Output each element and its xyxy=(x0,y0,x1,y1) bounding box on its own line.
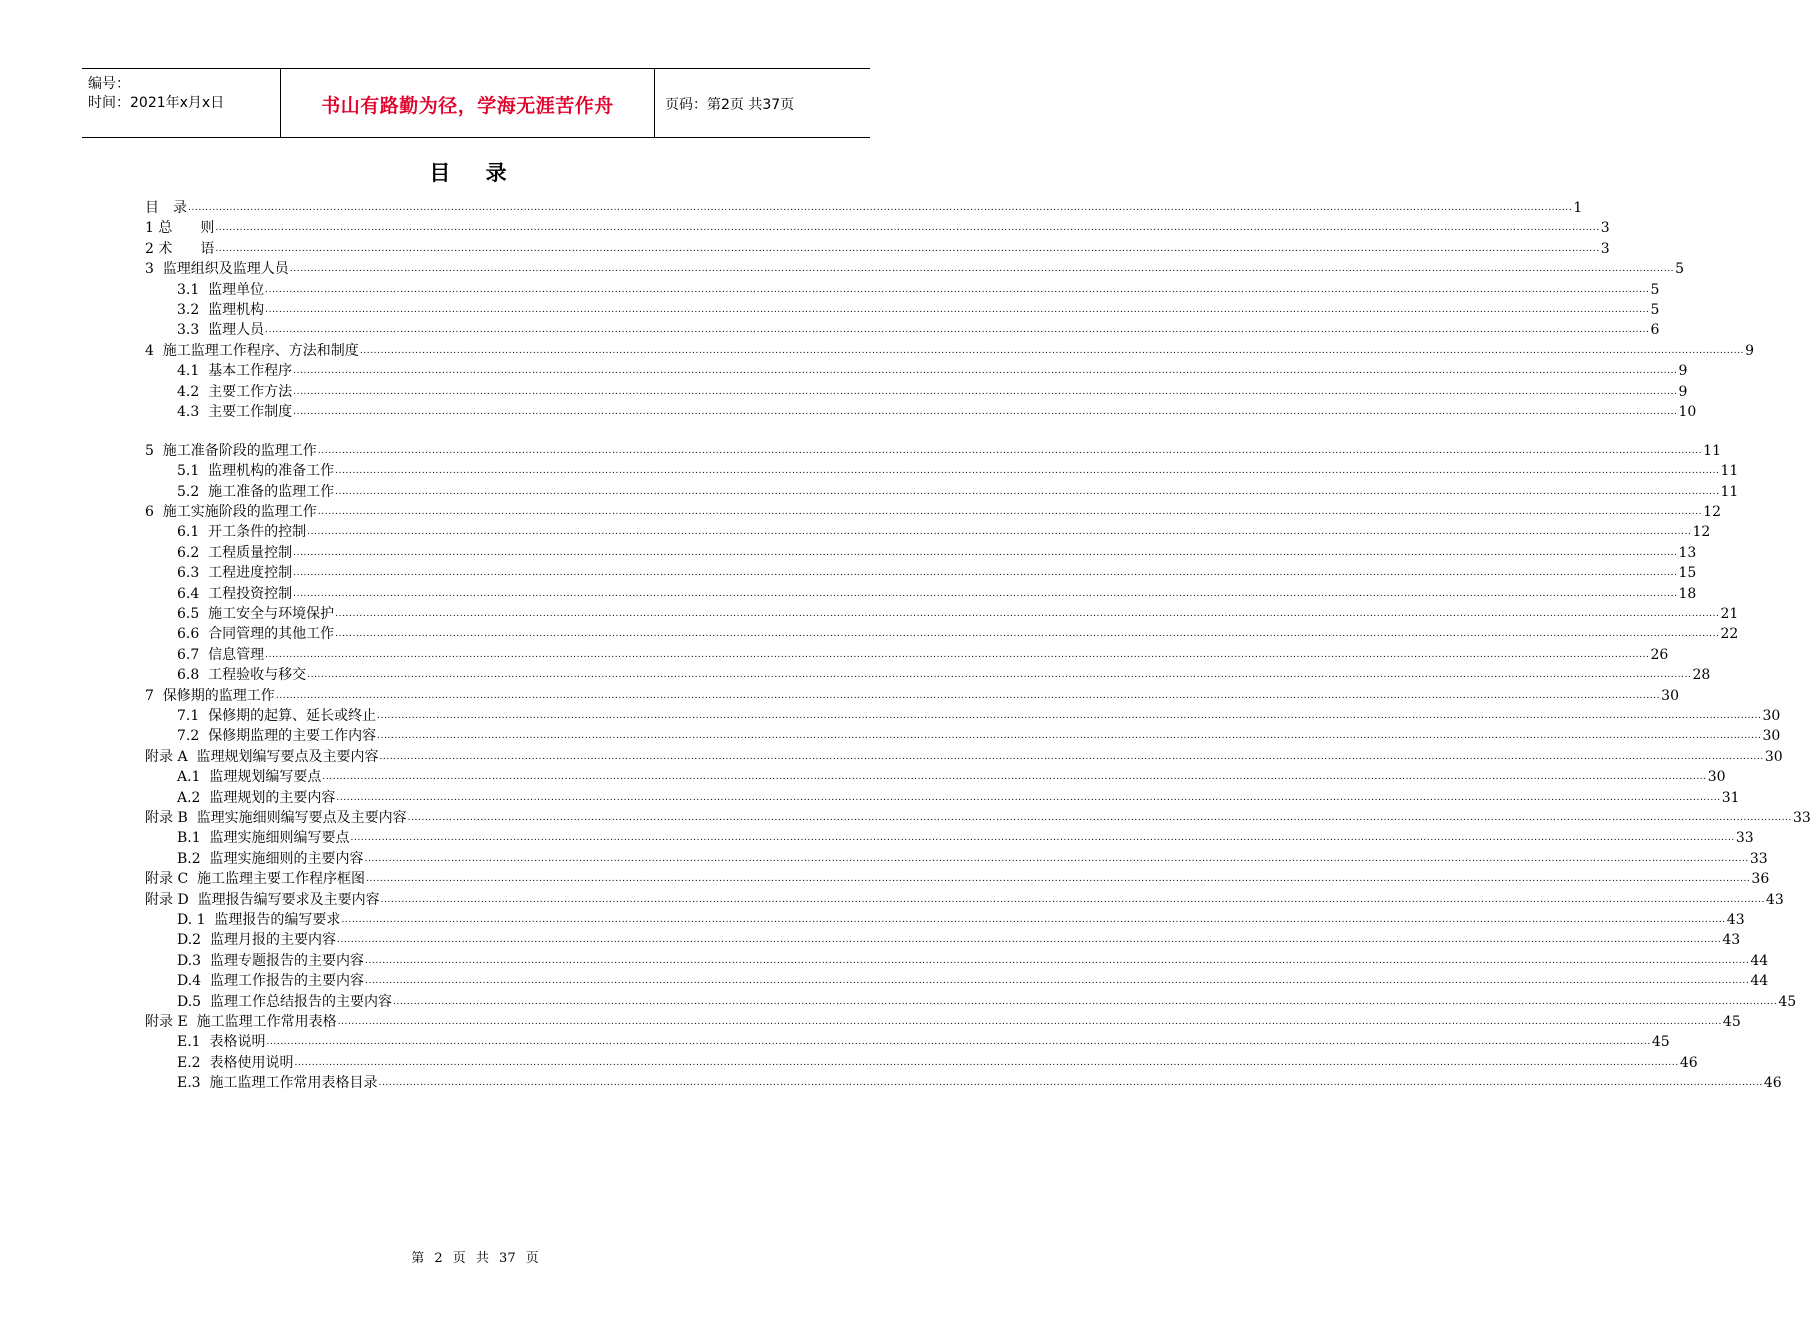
toc-entry[interactable] xyxy=(177,705,1781,725)
toc-entry-label: 6.8 工程验收与移交 xyxy=(177,667,307,684)
toc-entry-page-number: 21 xyxy=(1720,606,1739,622)
toc-entry-page-number: 45 xyxy=(1722,1014,1741,1030)
toc-entry-page-number: 43 xyxy=(1722,932,1741,949)
toc-entry-page-number: 5 xyxy=(1650,281,1660,298)
toc-dot-leader: ................................................................................................................................................................................................................................................................................................................................................................................................................ xyxy=(366,874,1751,885)
toc-entry-label: 7.1 保修期的起算、延长或终止 xyxy=(177,708,377,724)
toc-entry-page-number: 28 xyxy=(1692,667,1711,684)
toc-entry[interactable] xyxy=(177,583,1697,603)
toc-dot-leader: ................................................................................................................................................................................................................................................................................................................................................................................................................ xyxy=(293,588,1678,599)
toc-entry-page-number: 36 xyxy=(1751,871,1770,888)
toc-dot-leader: ................................................................................................................................................................................................................................................................................................................................................................................................................ xyxy=(379,751,1764,762)
toc-entry-page-number: 3 xyxy=(1600,220,1610,237)
toc-dot-leader: ................................................................................................................................................................................................................................................................................................................................................................................................................ xyxy=(364,955,1750,966)
toc-dot-leader: ................................................................................................................................................................................................................................................................................................................................................................................................................ xyxy=(265,284,1650,295)
toc-entry-label: 7.2 保修期监理的主要工作内容 xyxy=(177,728,377,745)
toc-entry[interactable] xyxy=(177,401,1697,421)
toc-entry-label: 6.1 开工条件的控制 xyxy=(177,524,307,541)
toc-entry-label: B.2 监理实施细则的主要内容 xyxy=(177,850,364,867)
toc-entry[interactable] xyxy=(145,258,1685,278)
toc-entry-page-number: 9 xyxy=(1678,363,1688,380)
toc-dot-leader: ................................................................................................................................................................................................................................................................................................................................................................................................................ xyxy=(293,568,1678,579)
toc-entry-page-number: 5 xyxy=(1675,261,1685,278)
toc-entry[interactable] xyxy=(177,1072,1782,1092)
toc-entry[interactable] xyxy=(177,542,1697,562)
toc-dot-leader: ................................................................................................................................................................................................................................................................................................................................................................................................................ xyxy=(359,345,1745,356)
toc-entry-label: 6.2 工程质量控制 xyxy=(177,544,293,561)
toc-entry-label: 5.1 监理机构的准备工作 xyxy=(177,463,335,480)
toc-entry-label: E.2 表格使用说明 xyxy=(177,1054,294,1071)
toc-dot-leader: ................................................................................................................................................................................................................................................................................................................................................................................................................ xyxy=(265,649,1650,660)
toc-dot-leader: ................................................................................................................................................................................................................................................................................................................................................................................................................ xyxy=(335,629,1720,640)
toc-entry[interactable] xyxy=(177,725,1781,745)
toc-dot-leader: ................................................................................................................................................................................................................................................................................................................................................................................................................ xyxy=(377,731,1762,742)
toc-entry-page-number: 44 xyxy=(1750,952,1769,969)
toc-entry[interactable] xyxy=(145,238,1610,258)
toc-entry-page-number: 43 xyxy=(1726,912,1745,928)
toc-dot-leader: ................................................................................................................................................................................................................................................................................................................................................................................................................ xyxy=(293,366,1678,377)
toc-entry-label: 附录 E 施工监理工作常用表格 xyxy=(145,1014,337,1030)
toc-entry[interactable] xyxy=(145,440,1721,460)
toc-dot-leader: ................................................................................................................................................................................................................................................................................................................................................................................................................ xyxy=(364,976,1750,987)
toc-dot-leader: ................................................................................................................................................................................................................................................................................................................................................................................................................ xyxy=(335,486,1720,497)
toc-entry-page-number: 31 xyxy=(1721,789,1740,806)
toc-dot-leader: ................................................................................................................................................................................................................................................................................................................................................................................................................ xyxy=(293,547,1678,558)
toc-entry-page-number: 15 xyxy=(1678,565,1697,582)
toc-entry-page-number: 30 xyxy=(1707,769,1726,786)
toc-entry[interactable] xyxy=(177,991,1797,1011)
toc-entry-page-number: 26 xyxy=(1650,646,1669,663)
toc-entry-page-number: 12 xyxy=(1703,504,1721,520)
toc-dot-leader: ................................................................................................................................................................................................................................................................................................................................................................................................................ xyxy=(337,1017,1722,1027)
toc-entry-page-number: 33 xyxy=(1749,850,1768,867)
toc-entry-label: D. 1 监理报告的编写要求 xyxy=(177,912,341,928)
toc-entry[interactable] xyxy=(177,562,1697,582)
toc-entry[interactable] xyxy=(145,746,1783,766)
toc-entry[interactable] xyxy=(145,501,1721,521)
toc-dot-leader: ................................................................................................................................................................................................................................................................................................................................................................................................................ xyxy=(350,833,1735,844)
toc-entry-label: 7 保修期的监理工作 xyxy=(145,687,275,704)
toc-entry[interactable] xyxy=(177,1031,1670,1051)
toc-dot-leader: ................................................................................................................................................................................................................................................................................................................................................................................................................ xyxy=(215,223,1600,234)
toc-dot-leader: ................................................................................................................................................................................................................................................................................................................................................................................................................ xyxy=(335,466,1720,477)
toc-dot-leader: ................................................................................................................................................................................................................................................................................................................................................................................................................ xyxy=(317,507,1703,517)
toc-entry-page-number: 46 xyxy=(1763,1075,1782,1092)
toc-entry-label: 1 总 则 xyxy=(145,220,215,237)
toc-entry[interactable] xyxy=(177,481,1739,501)
toc-entry-label: 4.1 基本工作程序 xyxy=(177,363,293,380)
toc-dot-leader: ................................................................................................................................................................................................................................................................................................................................................................................................................ xyxy=(392,996,1778,1007)
toc-entry-label: 6.4 工程投资控制 xyxy=(177,585,293,602)
toc-dot-leader: ................................................................................................................................................................................................................................................................................................................................................................................................................ xyxy=(336,935,1722,946)
toc-entry[interactable] xyxy=(145,217,1610,237)
toc-entry[interactable] xyxy=(177,279,1660,299)
toc-entry-page-number: 11 xyxy=(1720,483,1739,500)
toc-title: 目 录 xyxy=(429,161,521,185)
toc-entry[interactable] xyxy=(177,299,1660,319)
header-page-info: 页码：第2页 共37页 xyxy=(665,97,795,113)
toc-entry[interactable] xyxy=(177,360,1688,380)
toc-entry-page-number: 46 xyxy=(1679,1054,1698,1071)
toc-entry-page-number: 43 xyxy=(1765,891,1784,908)
toc-entry[interactable] xyxy=(177,460,1739,480)
toc-dot-leader: ................................................................................................................................................................................................................................................................................................................................................................................................................ xyxy=(188,203,1573,213)
toc-dot-leader: ................................................................................................................................................................................................................................................................................................................................................................................................................ xyxy=(293,407,1678,417)
toc-entry[interactable] xyxy=(145,889,1784,909)
toc-dot-leader: ................................................................................................................................................................................................................................................................................................................................................................................................................ xyxy=(380,894,1765,905)
toc-entry-page-number: 3 xyxy=(1600,240,1610,257)
toc-entry[interactable] xyxy=(177,603,1739,623)
toc-dot-leader: ................................................................................................................................................................................................................................................................................................................................................................................................................ xyxy=(293,386,1678,397)
toc-dot-leader: ................................................................................................................................................................................................................................................................................................................................................................................................................ xyxy=(335,609,1720,619)
toc-entry-page-number: 33 xyxy=(1735,830,1754,847)
toc-entry-page-number: 30 xyxy=(1762,708,1781,724)
toc-entry-label: 4.3 主要工作制度 xyxy=(177,404,293,420)
toc-entry-page-number: 12 xyxy=(1692,524,1711,541)
toc-entry[interactable] xyxy=(145,197,1583,217)
toc-entry-page-number: 6 xyxy=(1650,322,1660,339)
toc-dot-leader: ................................................................................................................................................................................................................................................................................................................................................................................................................ xyxy=(307,670,1692,681)
toc-entry-page-number: 1 xyxy=(1573,200,1583,216)
header-page-cell xyxy=(655,69,870,137)
toc-dot-leader: ................................................................................................................................................................................................................................................................................................................................................................................................................ xyxy=(377,711,1762,721)
toc-entry-label: 附录 C 施工监理主要工作程序框图 xyxy=(145,871,366,888)
toc-dot-leader: ................................................................................................................................................................................................................................................................................................................................................................................................................ xyxy=(317,445,1703,456)
document-time-label: 时间：2021年x月x日 xyxy=(88,95,225,111)
toc-entry-page-number: 33 xyxy=(1792,810,1811,826)
toc-entry[interactable] xyxy=(177,521,1711,541)
toc-entry-label: 3 监理组织及监理人员 xyxy=(145,261,289,278)
toc-entry[interactable] xyxy=(177,381,1688,401)
toc-entry[interactable] xyxy=(145,1011,1741,1031)
toc-entry-label: D.2 监理月报的主要内容 xyxy=(177,932,336,949)
toc-entry-page-number: 5 xyxy=(1650,302,1660,318)
toc-entry[interactable] xyxy=(177,970,1769,990)
toc-entry-label: 附录 D 监理报告编写要求及主要内容 xyxy=(145,891,380,908)
toc-entry-page-number: 30 xyxy=(1764,748,1783,765)
toc-entry-page-number: 30 xyxy=(1661,687,1679,704)
toc-entry[interactable] xyxy=(177,766,1726,786)
toc-entry-page-number: 11 xyxy=(1703,442,1721,459)
toc-dot-leader: ................................................................................................................................................................................................................................................................................................................................................................................................................ xyxy=(294,1057,1679,1068)
toc-entry[interactable] xyxy=(177,623,1739,643)
toc-entry-label: D.3 监理专题报告的主要内容 xyxy=(177,952,364,969)
toc-dot-leader: ................................................................................................................................................................................................................................................................................................................................................................................................................ xyxy=(341,915,1726,925)
toc-entry-label: 3.3 监理人员 xyxy=(177,322,265,339)
toc-entry-label: 6.3 工程进度控制 xyxy=(177,565,293,582)
header-info-cell xyxy=(82,69,281,137)
toc-entry-page-number: 45 xyxy=(1778,993,1797,1010)
toc-entry[interactable] xyxy=(145,868,1770,888)
toc-entry-label: 目 录 xyxy=(145,200,187,216)
toc-entry-label: 6 施工实施阶段的监理工作 xyxy=(145,504,317,520)
header-motto: 书山有路勤为径，学海无涯苦作舟 xyxy=(321,95,614,117)
toc-entry-label: E.1 表格说明 xyxy=(177,1034,266,1051)
page-footer: 第 2 页 共 37 页 xyxy=(411,1251,539,1266)
toc-entry-label: A.2 监理规划的主要内容 xyxy=(177,789,336,806)
toc-dot-leader: ................................................................................................................................................................................................................................................................................................................................................................................................................ xyxy=(266,1037,1651,1048)
toc-entry-page-number: 18 xyxy=(1678,585,1697,602)
toc-entry-page-number: 11 xyxy=(1720,463,1739,480)
toc-entry[interactable] xyxy=(177,929,1741,949)
toc-entry[interactable] xyxy=(177,664,1711,684)
toc-dot-leader: ................................................................................................................................................................................................................................................................................................................................................................................................................ xyxy=(215,243,1600,254)
toc-entry[interactable] xyxy=(145,807,1811,827)
toc-entry-label: 3.2 监理机构 xyxy=(177,302,265,318)
toc-dot-leader: ................................................................................................................................................................................................................................................................................................................................................................................................................ xyxy=(275,690,1661,701)
toc-entry-page-number: 9 xyxy=(1678,383,1688,400)
toc-entry-label: 6.7 信息管理 xyxy=(177,646,265,663)
toc-entry-label: 4 施工监理工作程序、方法和制度 xyxy=(145,342,359,359)
toc-entry-label: D.4 监理工作报告的主要内容 xyxy=(177,973,364,990)
toc-dot-leader: ................................................................................................................................................................................................................................................................................................................................................................................................................ xyxy=(322,772,1707,783)
toc-entry-label: E.3 施工监理工作常用表格目录 xyxy=(177,1075,378,1092)
toc-entry-label: 附录 B 监理实施细则编写要点及主要内容 xyxy=(145,810,407,826)
toc-entry-label: 4.2 主要工作方法 xyxy=(177,383,293,400)
toc-entry-label: 3.1 监理单位 xyxy=(177,281,265,298)
toc-entry-page-number: 10 xyxy=(1678,404,1697,420)
toc-entry-page-number: 9 xyxy=(1745,342,1755,359)
toc-entry[interactable] xyxy=(145,685,1679,705)
toc-entry-page-number: 45 xyxy=(1651,1034,1670,1051)
toc-entry[interactable] xyxy=(177,909,1745,929)
toc-entry-label: B.1 监理实施细则编写要点 xyxy=(177,830,350,847)
toc-entry[interactable] xyxy=(177,1052,1698,1072)
toc-entry-label: 6.6 合同管理的其他工作 xyxy=(177,626,335,643)
document-number-label: 编号： xyxy=(88,76,130,92)
toc-entry-label: A.1 监理规划编写要点 xyxy=(177,769,322,786)
header-motto-cell xyxy=(281,69,655,137)
toc-entry[interactable] xyxy=(177,644,1669,664)
toc-dot-leader: ................................................................................................................................................................................................................................................................................................................................................................................................................ xyxy=(265,305,1650,315)
toc-entry[interactable] xyxy=(145,340,1755,360)
toc-entry-page-number: 44 xyxy=(1750,973,1769,990)
toc-dot-leader: ................................................................................................................................................................................................................................................................................................................................................................................................................ xyxy=(289,264,1675,275)
toc-entry-page-number: 30 xyxy=(1762,728,1781,745)
toc-dot-leader: ................................................................................................................................................................................................................................................................................................................................................................................................................ xyxy=(307,527,1692,538)
toc-entry-page-number: 22 xyxy=(1720,626,1739,643)
toc-dot-leader: ................................................................................................................................................................................................................................................................................................................................................................................................................ xyxy=(364,853,1749,864)
toc-entry-label: 5.2 施工准备的监理工作 xyxy=(177,483,335,500)
toc-dot-leader: ................................................................................................................................................................................................................................................................................................................................................................................................................ xyxy=(407,813,1792,823)
toc-entry[interactable] xyxy=(177,950,1769,970)
toc-entry[interactable] xyxy=(177,827,1754,847)
toc-entry-label: 附录 A 监理规划编写要点及主要内容 xyxy=(145,748,379,765)
toc-entry[interactable] xyxy=(177,848,1768,868)
page-header xyxy=(82,68,870,138)
toc-entry-label: 6.5 施工安全与环境保护 xyxy=(177,606,335,622)
toc-dot-leader: ................................................................................................................................................................................................................................................................................................................................................................................................................ xyxy=(378,1078,1763,1089)
toc-entry-label: 5 施工准备阶段的监理工作 xyxy=(145,442,317,459)
toc-entry[interactable] xyxy=(177,319,1660,339)
toc-dot-leader: ................................................................................................................................................................................................................................................................................................................................................................................................................ xyxy=(265,325,1650,336)
toc-dot-leader: ................................................................................................................................................................................................................................................................................................................................................................................................................ xyxy=(336,792,1721,803)
toc-entry-page-number: 13 xyxy=(1678,544,1697,561)
toc-entry[interactable] xyxy=(177,787,1740,807)
toc-entry-label: D.5 监理工作总结报告的主要内容 xyxy=(177,993,392,1010)
toc-entry-label: 2 术 语 xyxy=(145,240,215,257)
